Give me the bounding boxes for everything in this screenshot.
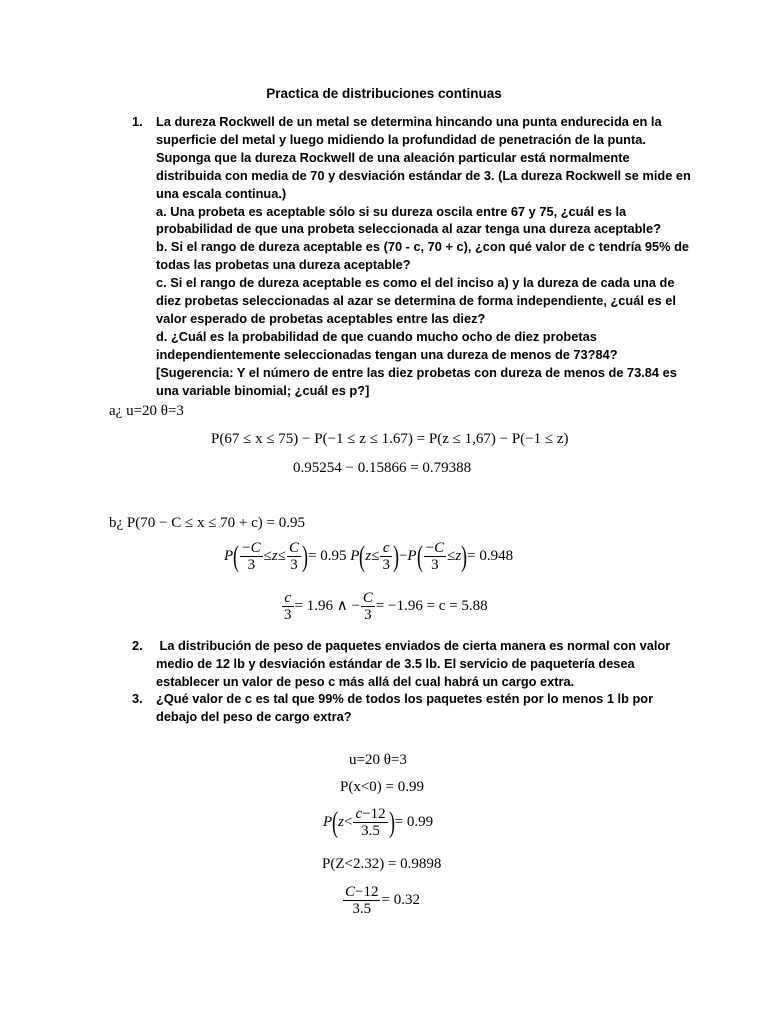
text-line: b. Si el rango de dureza aceptable es (70 - c, 70 + c), ¿con qué valor de c tendría 95% de (156, 239, 690, 255)
question-3-text (156, 690, 662, 726)
text-line: diez probetas seleccionadas al azar se determina de forma independiente, ¿cuál es el (156, 293, 676, 309)
text-line: c. Si el rango de dureza aceptable es como el del inciso a) y la dureza de cada una de (156, 275, 675, 291)
text-line: todas las probetas una dureza aceptable? (156, 257, 411, 273)
text-line: a. Una probeta es aceptable sólo si su dureza oscila entre 67 y 75, ¿cuál es la (156, 203, 627, 219)
equation-a-probability: P(67 ≤ x ≤ 75) − P(−1 ≤ z ≤ 1.67) = P(z ≤ 1,67) − P(−1 ≤ z) (211, 431, 569, 447)
text-line: d. ¿Cuál es la probabilidad de que cuando mucho ocho de diez probetas (156, 328, 597, 344)
text-line: independientemente seleccionadas tengan una dureza de menos de 73?84? (156, 346, 618, 362)
equation-b-solution: $\frac{c}{3}$ = 1.96 ∧ − $\frac{C}{3}$ = −1.96 = c = 5.88 (284, 590, 488, 623)
text-line: La dureza Rockwell de un metal se determina hincando una punta endurecida en la (156, 114, 662, 129)
text-line: una escala continua.) (156, 185, 287, 201)
question-1-text (156, 113, 691, 400)
equation-c-z-value: P(Z<2.32) = 0.9898 (322, 856, 442, 872)
text-line: superficie del metal y luego midiendo la profundidad de penetración de la punta. (156, 131, 646, 147)
question-2-text (156, 637, 671, 691)
question-number: 1. (132, 114, 143, 129)
equation-a-header: a¿ u=20 θ=3 (109, 403, 184, 419)
equation-c-params: u=20 θ=3 (349, 752, 407, 768)
text-line: una variable binomial; ¿cuál es p?] (156, 382, 370, 398)
equation-b-fraction-line: P( $\frac{-C}{3}$ ≤z≤ $\frac{C}{3}$ )= 0.95 P(z≤ $\frac{c}{3}$ )−P( $\frac{-C}{3}$ ≤z)= 0.948 (224, 539, 514, 573)
equation-c-result: $\frac{C-12}{3.5}$ = 0.32 (345, 884, 420, 917)
document-title: Practica de distribuciones continuas (266, 86, 502, 101)
question-number: 2. (132, 638, 143, 653)
text-line: ¿Qué valor de c es tal que 99% de todos los paquetes estén por lo menos 1 lb por (156, 691, 654, 706)
text-line: debajo del peso de cargo extra? (156, 708, 352, 724)
equation-b-header: b¿ P(70 − C ≤ x ≤ 70 + c) = 0.95 (109, 515, 305, 531)
question-number: 3. (132, 691, 143, 706)
text-line: [Sugerencia: Y el número de entre las diez probetas con dureza de menos de 73.84 es (156, 364, 677, 380)
equation-a-result: 0.95254 − 0.15866 = 0.79388 (293, 460, 472, 476)
equation-c-probability: P(x<0) = 0.99 (340, 779, 425, 795)
text-line: Suponga que la dureza Rockwell de una aleación particular está normalmente (156, 149, 630, 165)
text-line: probabilidad de que una probeta seleccionada al azar tenga una dureza aceptable? (156, 221, 661, 237)
text-line: La distribución de peso de paquetes enviados de cierta manera es normal con valor (156, 638, 671, 653)
text-line: valor esperado de probetas aceptables entre las diez? (156, 310, 486, 326)
text-line: distribuida con media de 70 y desviación estándar de 3. (La dureza Rockwell se mide en (156, 167, 691, 183)
equation-c-fraction: P(z< $\frac{c-12}{3.5}$ )= 0.99 (323, 805, 434, 839)
text-line: medio de 12 lb y desviación estándar de 3.5 lb. El servicio de paquetería desea (156, 655, 635, 671)
text-line: establecer un valor de peso c más allá del cual habrá un cargo extra. (156, 673, 575, 689)
